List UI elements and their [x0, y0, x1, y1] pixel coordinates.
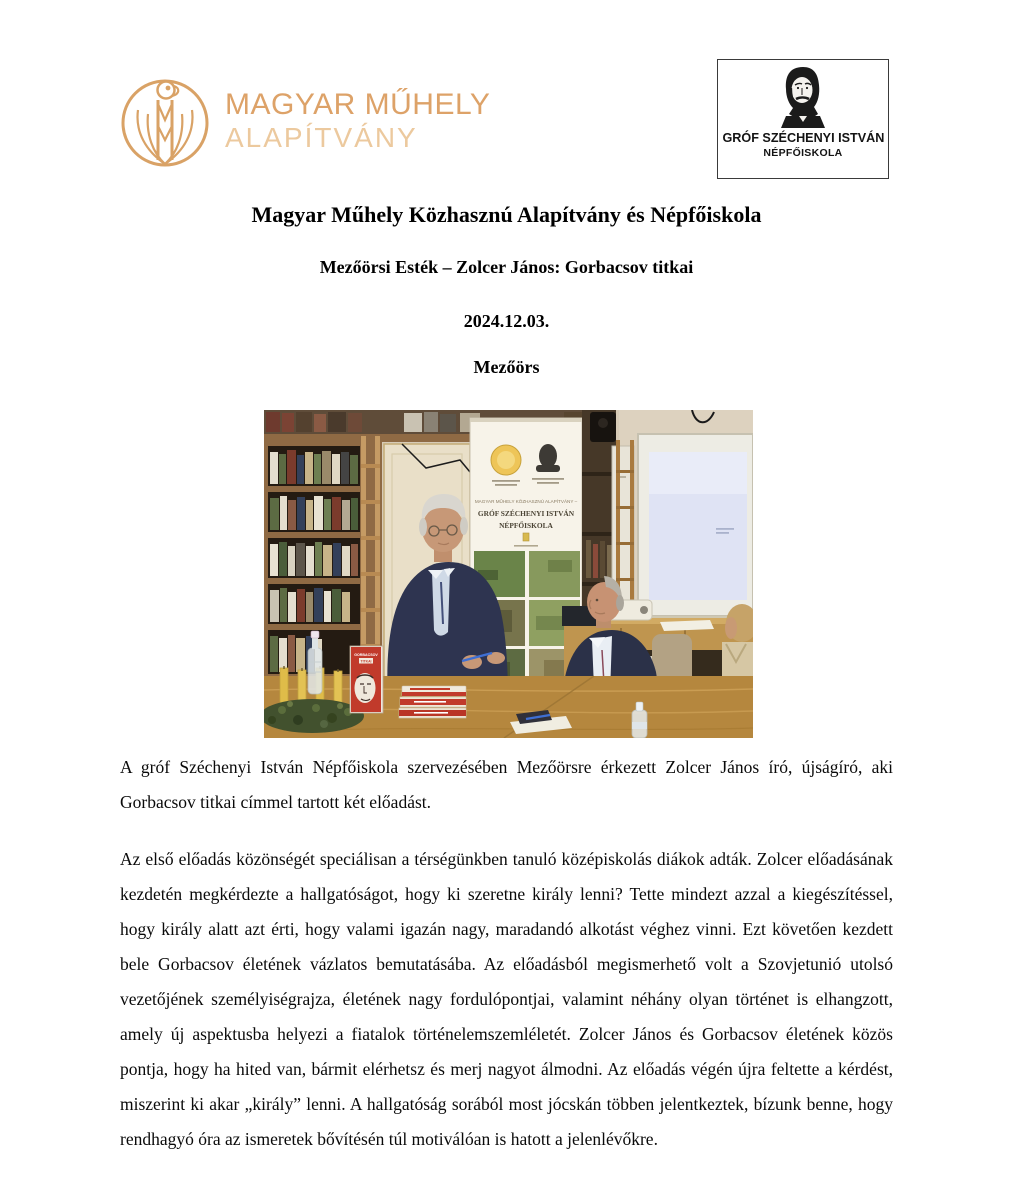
left-logo-text	[225, 90, 490, 152]
projector-screen	[638, 410, 753, 621]
header-left-logo	[120, 74, 490, 168]
left-logo-line2: ALAPÍTVÁNY	[225, 122, 418, 153]
gorbacsov-book	[350, 646, 383, 713]
book-stack	[399, 686, 466, 718]
event-subtitle: Mezőörsi Esték – Zolcer János: Gorbacsov titkai	[319, 257, 694, 277]
book-cover-title1: GORBACSOV	[354, 653, 378, 657]
body-paragraph-2: Az első előadás közönségét speciálisan a térségünkben tanuló középiskolás diákok adták. Zolcer előadásának kezdetén megkérdezte a hallgatóságot, hogy ki szeretne király lenni? Tette mindezt azzal a kiegészítéssel, hogy király alatt azt érti, hogy valami igazán nagy, maradandó alkotást véghez vinni. Ezt követően kezdett bele Gorbacsov életének vázlatos bemutatásába. Az előadásból megismerhető volt a Szovjetunió utolsó vezetőjének személyiségrajza, életének nagy fordulópontjai, valamint néhány olyan történet is elhangzott, amely új aspektusba helyezi a fiatalok történelemszemléletét. Zolcer János és Gorbacsov életének közös pontja, hogy ha hited van, bármit elérhetsz és merj nagyot álmodni. Az előadás végén újra feltette a kérdést, miszerint ki akar „király” lenni. A hallgatóság sorából most jócskán többen jelentkeztek, bízunk benne, hogy rendhagyó óra az ismeretek bővítésén túl motiválóan is hatott a jelenlévőkre.	[120, 849, 893, 1149]
body-paragraph-1: A gróf Széchenyi István Népfőiskola szervezésében Mezőörsre érkezett Zolcer János író, újságíró, aki Gorbacsov titkai címmel tartott két előadást.	[120, 757, 893, 812]
book-cover-title2: TITKAI	[360, 659, 372, 664]
szechenyi-portrait-icon	[772, 64, 834, 128]
banner-text-line1: MAGYAR MŰHELY KÖZHASZNÚ ALAPÍTVÁNY –	[474, 499, 578, 504]
page-title: Magyar Műhely Közhasznú Alapítvány és Népfőiskola	[251, 202, 762, 227]
right-logo-line1: GRÓF SZÉCHENYI ISTVÁN	[722, 130, 884, 145]
right-logo-line2: NÉPFŐISKOLA	[763, 147, 843, 159]
banner-text-line3: NÉPFŐISKOLA	[499, 521, 553, 530]
left-logo-line1: MAGYAR MŰHELY	[225, 88, 491, 121]
event-location: Mezőörs	[473, 357, 540, 377]
event-date: 2024.12.03.	[463, 311, 550, 331]
article-body	[120, 750, 893, 1179]
bird-emblem-icon	[120, 74, 212, 168]
header-right-logo	[717, 59, 889, 179]
event-photo	[264, 410, 753, 738]
banner-text-line2: GRÓF SZÉCHENYI ISTVÁN	[477, 509, 575, 518]
